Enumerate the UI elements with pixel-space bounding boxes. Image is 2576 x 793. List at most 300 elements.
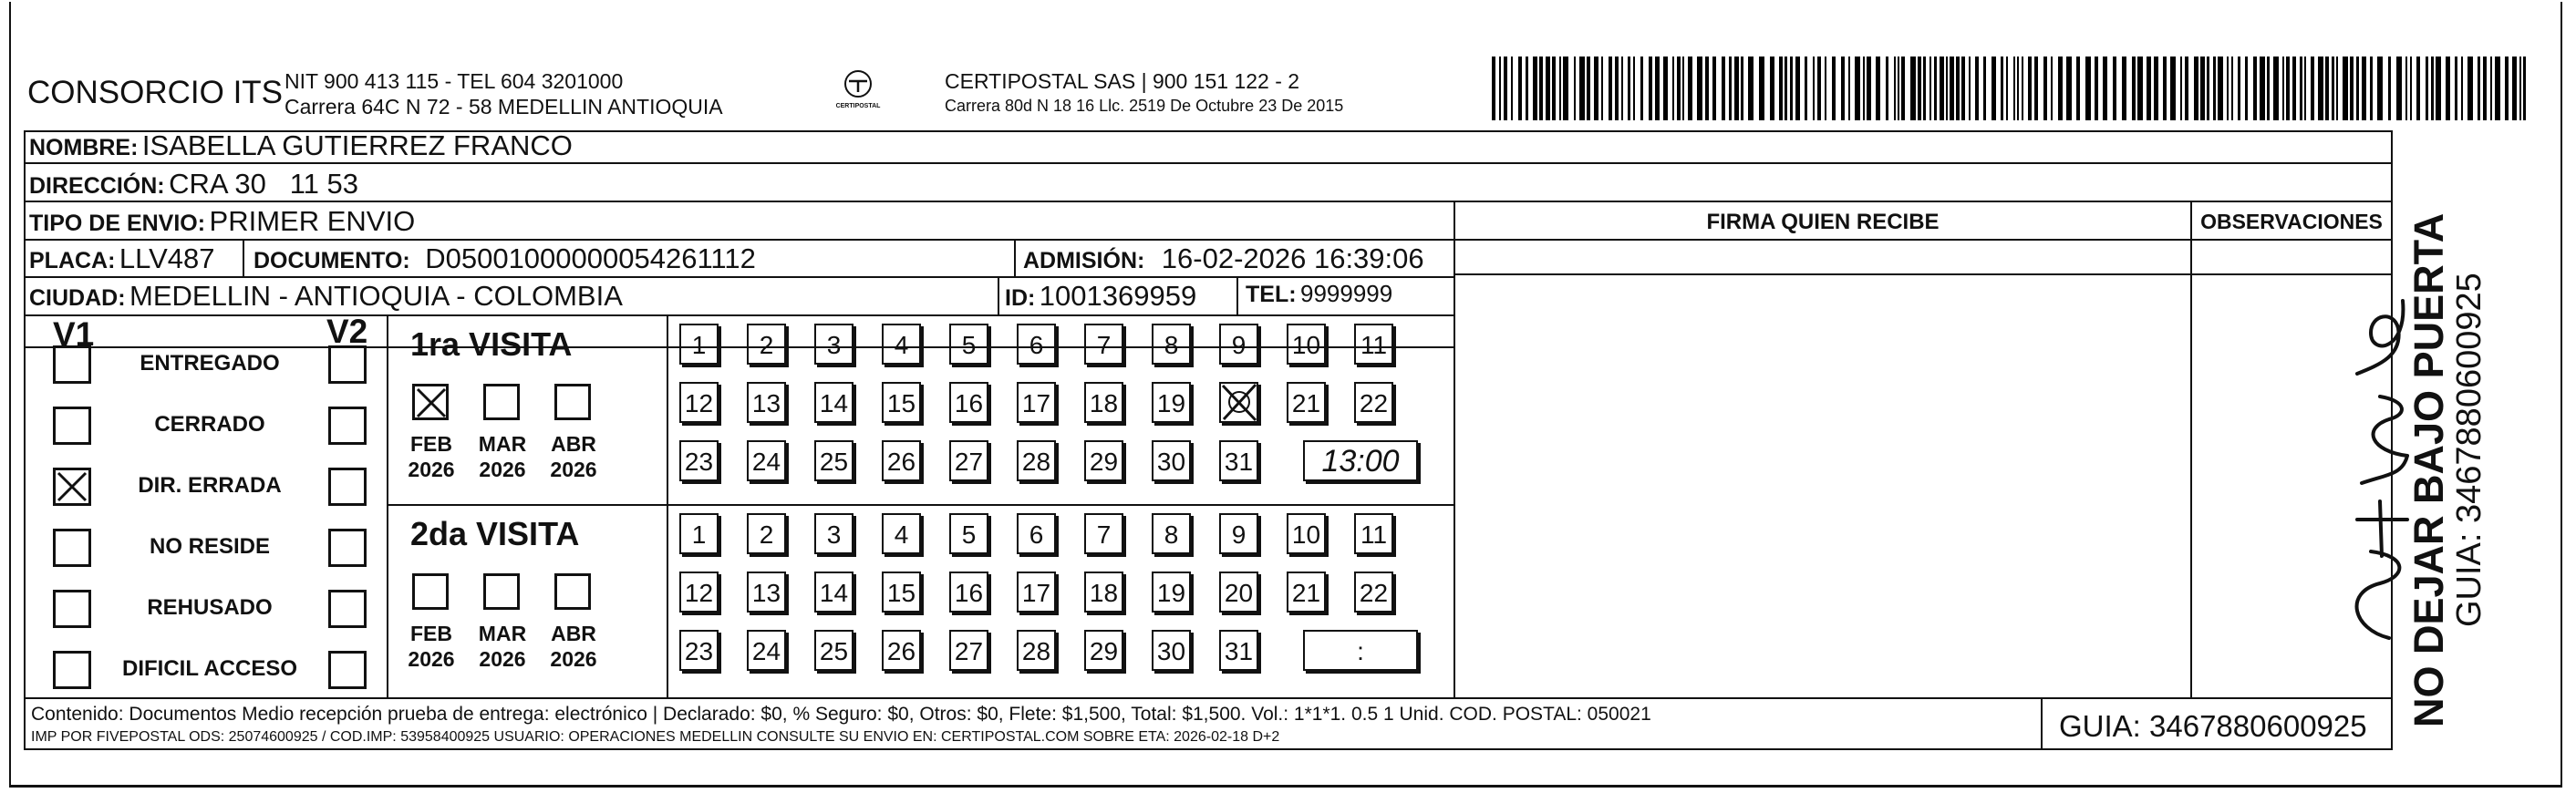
stamp-guide-text: GUIA: 3467880600925 <box>2450 273 2488 627</box>
barcode-bar <box>2095 57 2098 120</box>
barcode-bar <box>2022 57 2023 120</box>
id-row <box>1005 280 1196 313</box>
month-name: MAR <box>478 432 527 456</box>
shipment-type-row <box>29 205 415 238</box>
barcode-bar <box>2388 57 2391 120</box>
barcode-bar <box>2505 57 2509 120</box>
address-value: CRA 30 11 53 <box>169 168 359 200</box>
barcode-bar <box>2170 57 2176 120</box>
barcode-bar <box>2013 57 2015 120</box>
id-value: 1001369959 <box>1039 280 1197 312</box>
day-box[interactable]: 31 <box>1219 630 1258 671</box>
month-label <box>399 431 463 482</box>
day-box[interactable]: 23 <box>679 630 719 671</box>
barcode-bar <box>1785 57 1787 120</box>
status-option-label: REHUSADO <box>147 595 273 620</box>
logo-text: CERTIPOSTAL <box>835 103 881 109</box>
barcode-bar <box>2410 57 2412 120</box>
month-year: 2026 <box>479 458 526 481</box>
footer-line1: Contenido: Documentos Medio recepción prueba de entrega: electrónico | Declarado: $0, % Seguro: $0, Otros: $0, Flete: $1,500, Total: $1,500. Vol.: 1*1*1. 0.5 1 Unid. COD. POSTAL: 050021 <box>31 704 1651 725</box>
barcode-bar <box>1663 57 1668 120</box>
city-label: CIUDAD: <box>29 285 126 311</box>
barcode-bar <box>1741 57 1743 120</box>
barcode-bar <box>2362 57 2366 120</box>
barcode-bar <box>2200 57 2205 120</box>
barcode-bar <box>2017 57 2019 120</box>
barcode-bar <box>1813 57 1815 120</box>
barcode-bar <box>1969 57 1971 120</box>
barcode-bar <box>2207 57 2209 120</box>
barcode-bar <box>1640 57 1643 120</box>
v1-checkbox[interactable] <box>53 590 91 628</box>
month-label <box>542 431 605 482</box>
v1-checkbox[interactable] <box>53 651 91 689</box>
plate-row <box>29 242 214 275</box>
barcode-bar <box>1876 57 1880 120</box>
barcode-bar <box>2523 57 2526 120</box>
barcode-bar <box>1533 57 1537 120</box>
no-dejar-text: NO DEJAR BAJO PUERTA <box>2405 212 2452 727</box>
v1-checkbox[interactable] <box>53 407 91 445</box>
barcode-bar <box>1649 57 1652 120</box>
barcode-bar <box>2300 57 2302 120</box>
barcode-bar <box>1901 57 1905 120</box>
barcode-bar <box>1552 57 1556 120</box>
day-box[interactable]: 24 <box>747 630 786 671</box>
barcode-bar <box>2461 57 2463 120</box>
barcode-bar <box>2377 57 2383 120</box>
day-box[interactable]: 17 <box>1017 382 1056 423</box>
day-box[interactable]: 26 <box>882 440 921 481</box>
barcode-bar <box>1759 57 1764 120</box>
day-box[interactable]: 14 <box>814 382 853 423</box>
day-box[interactable]: 24 <box>747 440 786 481</box>
day-box[interactable]: 4 <box>882 324 921 365</box>
barcode-bar <box>2180 57 2182 120</box>
barcode-bar <box>2238 57 2240 120</box>
barcode-bar <box>1863 57 1865 120</box>
barcode-bar <box>1975 57 1979 120</box>
v2-label: V2 <box>326 313 368 350</box>
day-box[interactable]: 8 <box>1152 513 1191 554</box>
barcode-bar <box>2137 57 2143 120</box>
day-box[interactable]: 7 <box>1084 324 1123 365</box>
day-box[interactable]: 11 <box>1354 513 1393 554</box>
barcode-bar <box>2431 57 2434 120</box>
barcode-bar <box>2483 57 2487 120</box>
status-option-label: DIR. ERRADA <box>138 473 282 498</box>
day-box[interactable]: 10 <box>1287 324 1326 365</box>
barcode-bar <box>1539 57 1543 120</box>
hand-x-icon <box>1219 382 1258 423</box>
day-box[interactable]: 8 <box>1152 324 1191 365</box>
barcode-bar <box>1910 57 1916 120</box>
month-checkbox[interactable] <box>554 573 591 610</box>
barcode-bar <box>2058 57 2063 120</box>
day-box[interactable]: 1 <box>679 513 719 554</box>
month-year: 2026 <box>408 458 455 481</box>
month-name: ABR <box>551 432 596 456</box>
barcode-bar <box>2034 57 2038 120</box>
barcode-bar <box>2426 57 2428 120</box>
day-box[interactable]: 25 <box>814 630 853 671</box>
day-box[interactable]: 21 <box>1287 382 1326 423</box>
barcode-bar <box>2001 57 2003 120</box>
observations-header: OBSERVACIONES <box>2200 210 2383 233</box>
barcode-bar <box>2213 57 2216 120</box>
barcode-bar <box>2478 57 2480 120</box>
barcode-bar <box>1518 57 1522 120</box>
barcode-bar <box>1546 57 1550 120</box>
stamp-text <box>2396 135 2497 727</box>
barcode-bars <box>1492 57 2531 120</box>
check-mark-icon <box>415 386 448 419</box>
status-option-label: CERRADO <box>154 412 265 437</box>
barcode-bar <box>2292 57 2296 120</box>
v2-checkbox[interactable] <box>328 590 367 628</box>
month-checkbox[interactable] <box>554 384 591 420</box>
month-name: MAR <box>478 622 527 645</box>
v2-checkbox[interactable] <box>328 468 367 506</box>
barcode-bar <box>1587 57 1590 120</box>
id-label: ID: <box>1005 285 1036 311</box>
day-box[interactable]: 22 <box>1354 382 1393 423</box>
barcode-bar <box>2245 57 2248 120</box>
day-box[interactable]: 6 <box>1017 324 1056 365</box>
barcode-bar <box>1929 57 1931 120</box>
barcode-bar <box>2325 57 2329 120</box>
barcode-bar <box>1705 57 1709 120</box>
barcode-bar <box>2512 57 2517 120</box>
barcode-bar <box>1628 57 1630 120</box>
month-label <box>471 431 534 482</box>
day-box[interactable]: 23 <box>679 440 719 481</box>
barcode-bar <box>1655 57 1660 120</box>
certipostal-logo-icon <box>838 69 878 100</box>
barcode-bar <box>2253 57 2257 120</box>
v2-checkbox[interactable] <box>328 651 367 689</box>
barcode-bar <box>1779 57 1783 120</box>
admission-row <box>1023 242 1424 275</box>
day-box[interactable]: 9 <box>1219 513 1258 554</box>
barcode-bar <box>2282 57 2284 120</box>
barcode-bar <box>2085 57 2091 120</box>
city-row <box>29 280 623 313</box>
barcode-bar <box>2343 57 2348 120</box>
barcode-bar <box>2132 57 2136 120</box>
barcode-bar <box>2490 57 2492 120</box>
month-label <box>399 621 463 672</box>
day-box[interactable]: 12 <box>679 572 719 613</box>
day-box[interactable]: 22 <box>1354 572 1393 613</box>
barcode-bar <box>1946 57 1948 120</box>
day-box[interactable]: 30 <box>1152 440 1191 481</box>
tel-row <box>1246 280 1392 308</box>
barcode-bar <box>1601 57 1603 120</box>
address-row <box>29 168 358 201</box>
barcode <box>1492 57 2531 120</box>
shipment-type-value: PRIMER ENVIO <box>209 205 416 237</box>
footer-guide: GUIA: 3467880600925 <box>2059 709 2367 743</box>
barcode-bar <box>2350 57 2354 120</box>
day-box[interactable]: 15 <box>882 382 921 423</box>
month-name: FEB <box>410 622 452 645</box>
day-box[interactable]: 13 <box>747 572 786 613</box>
barcode-bar <box>1934 57 1937 120</box>
month-label <box>542 621 605 672</box>
plate-value: LLV487 <box>119 242 215 274</box>
day-box[interactable]: 9 <box>1219 324 1258 365</box>
status-option-label: ENTREGADO <box>140 351 280 376</box>
time-box[interactable]: : <box>1303 630 1418 671</box>
barcode-bar <box>1712 57 1716 120</box>
company-line2: Carrera 64C N 72 - 58 MEDELLIN ANTIOQUIA <box>284 95 723 118</box>
day-box[interactable]: 28 <box>1017 630 1056 671</box>
barcode-bar <box>1672 57 1674 120</box>
barcode-bar <box>1790 57 1793 120</box>
day-box[interactable]: 5 <box>949 324 988 365</box>
month-checkbox[interactable] <box>412 573 449 610</box>
barcode-bar <box>2495 57 2500 120</box>
status-option-label: NO RESIDE <box>149 534 271 559</box>
barcode-bar <box>2231 57 2233 120</box>
check-mark-icon <box>56 470 88 503</box>
barcode-bar <box>1855 57 1860 120</box>
barcode-bar <box>2304 57 2306 120</box>
name-value: ISABELLA GUTIERREZ FRANCO <box>141 129 573 161</box>
barcode-bar <box>1511 57 1513 120</box>
barcode-bar <box>1867 57 1871 120</box>
barcode-bar <box>2318 57 2323 120</box>
day-box[interactable]: 10 <box>1287 513 1326 554</box>
barcode-bar <box>2163 57 2167 120</box>
day-box[interactable]: 3 <box>814 513 853 554</box>
barcode-bar <box>1825 57 1826 120</box>
plate-label: PLACA: <box>29 248 116 273</box>
barcode-bar <box>1961 57 1965 120</box>
day-box[interactable]: 29 <box>1084 630 1123 671</box>
day-box[interactable]: 19 <box>1152 572 1191 613</box>
barcode-bar <box>1729 57 1732 120</box>
barcode-bar <box>1677 57 1681 120</box>
day-box[interactable]: 28 <box>1017 440 1056 481</box>
shipment-type-label: TIPO DE ENVIO: <box>29 211 206 236</box>
barcode-bar <box>1841 57 1845 120</box>
v2-checkbox[interactable] <box>328 407 367 445</box>
admission-label: ADMISIÓN: <box>1023 248 1145 273</box>
day-box[interactable]: 20 <box>1219 572 1258 613</box>
barcode-bar <box>2028 57 2032 120</box>
day-box[interactable]: 16 <box>949 382 988 423</box>
barcode-bar <box>2185 57 2188 120</box>
tel-label: TEL: <box>1246 282 1297 307</box>
barcode-bar <box>1492 57 1495 120</box>
barcode-bar <box>2336 57 2338 120</box>
barcode-bar <box>1526 57 1528 120</box>
day-box[interactable]: 17 <box>1017 572 1056 613</box>
barcode-bar <box>2218 57 2223 120</box>
month-name: ABR <box>551 622 596 645</box>
v1-checkbox[interactable] <box>53 468 91 506</box>
barcode-bar <box>2370 57 2373 120</box>
barcode-bar <box>2066 57 2072 120</box>
month-checkbox[interactable] <box>483 384 520 420</box>
barcode-bar <box>1579 57 1585 120</box>
day-cross-mark <box>1219 382 1258 427</box>
barcode-bar <box>2273 57 2279 120</box>
month-year: 2026 <box>550 647 597 671</box>
day-box[interactable]: 25 <box>814 440 853 481</box>
day-box[interactable]: 4 <box>882 513 921 554</box>
barcode-bar <box>2311 57 2314 120</box>
company-name: CONSORCIO ITS <box>27 75 284 110</box>
barcode-bar <box>1682 57 1684 120</box>
day-box[interactable]: 3 <box>814 324 853 365</box>
barcode-bar <box>1594 57 1598 120</box>
barcode-bar <box>1983 57 1986 120</box>
barcode-bar <box>2405 57 2407 120</box>
status-option-label: DIFICIL ACCESO <box>121 656 297 681</box>
barcode-bar <box>1609 57 1612 120</box>
barcode-bar <box>1688 57 1692 120</box>
barcode-bar <box>2006 57 2008 120</box>
courier-line2: Carrera 80d N 18 16 Llc. 2519 De Octubre 23 De 2015 <box>945 97 1344 115</box>
name-label: NOMBRE: <box>29 135 139 160</box>
barcode-bar <box>1918 57 1921 120</box>
day-box[interactable]: 16 <box>949 572 988 613</box>
footer-line2: IMP POR FIVEPOSTAL ODS: 25074600925 / COD.IMP: 53958400925 USUARIO: OPERACIONES MEDELLIN CONSULTE SU ENVIO EN: CERTIPOSTAL.COM SOBRE ETA: 2026-02-18 D+2 <box>31 729 1280 745</box>
barcode-bar <box>1923 57 1926 120</box>
v2-checkbox[interactable] <box>328 529 367 567</box>
barcode-bar <box>2194 57 2198 120</box>
barcode-bar <box>1950 57 1954 120</box>
month-label <box>471 621 534 672</box>
barcode-bar <box>1795 57 1800 120</box>
visit-title: 1ra VISITA <box>410 325 573 363</box>
month-checkbox[interactable] <box>483 573 520 610</box>
barcode-bar <box>2076 57 2080 120</box>
day-box[interactable]: 15 <box>882 572 921 613</box>
barcode-bar <box>1734 57 1739 120</box>
day-box[interactable]: 27 <box>949 440 988 481</box>
courier-line1: CERTIPOSTAL SAS | 900 151 122 - 2 <box>945 69 1300 93</box>
day-box[interactable]: 19 <box>1152 382 1191 423</box>
barcode-bar <box>2267 57 2270 120</box>
day-box[interactable]: 31 <box>1219 440 1258 481</box>
document-row <box>253 242 756 275</box>
barcode-bar <box>1817 57 1821 120</box>
barcode-bar <box>2227 57 2229 120</box>
barcode-bar <box>2147 57 2151 120</box>
barcode-bar <box>1499 57 1501 120</box>
v1-checkbox[interactable] <box>53 529 91 567</box>
barcode-bar <box>2356 57 2359 120</box>
signature-header: FIRMA QUIEN RECIBE <box>1706 210 1940 234</box>
barcode-bar <box>1898 57 1899 120</box>
visit-title: 2da VISITA <box>410 515 580 552</box>
day-box[interactable]: 29 <box>1084 440 1123 481</box>
observations-divider <box>2190 201 2192 697</box>
admission-value: 16-02-2026 16:39:06 <box>1161 242 1424 274</box>
barcode-bar <box>2455 57 2457 120</box>
barcode-bar <box>1722 57 1725 120</box>
day-box[interactable]: 26 <box>882 630 921 671</box>
day-box[interactable]: 21 <box>1287 572 1326 613</box>
barcode-bar <box>1894 57 1896 120</box>
barcode-bar <box>1770 57 1774 120</box>
v1-checkbox[interactable] <box>53 345 91 384</box>
v2-checkbox[interactable] <box>328 345 367 384</box>
barcode-bar <box>1991 57 1996 120</box>
day-box[interactable]: 11 <box>1354 324 1393 365</box>
barcode-bar <box>1615 57 1619 120</box>
month-year: 2026 <box>550 458 597 481</box>
day-box[interactable]: 14 <box>814 572 853 613</box>
barcode-bar <box>1621 57 1623 120</box>
day-box[interactable]: 1 <box>679 324 719 365</box>
day-box[interactable]: 27 <box>949 630 988 671</box>
barcode-bar <box>1559 57 1561 120</box>
signature-divider <box>1454 201 1455 697</box>
barcode-bar <box>2396 57 2402 120</box>
barcode-bar <box>2103 57 2107 120</box>
barcode-bar <box>2113 57 2116 120</box>
day-box[interactable]: 6 <box>1017 513 1056 554</box>
company-line1: NIT 900 413 115 - TEL 604 3201000 <box>284 69 624 93</box>
barcode-bar <box>1940 57 1944 120</box>
barcode-bar <box>1697 57 1702 120</box>
month-year: 2026 <box>479 647 526 671</box>
month-year: 2026 <box>408 647 455 671</box>
barcode-bar <box>2416 57 2420 120</box>
barcode-bar <box>1832 57 1836 120</box>
month-checkbox[interactable] <box>412 384 449 420</box>
address-label: DIRECCIÓN: <box>29 173 165 199</box>
barcode-bar <box>1956 57 1960 120</box>
barcode-bar <box>1504 57 1507 120</box>
barcode-bar <box>1848 57 1850 120</box>
tel-value: 9999999 <box>1300 280 1393 307</box>
barcode-bar <box>1886 57 1888 120</box>
day-box[interactable]: 18 <box>1084 382 1123 423</box>
barcode-bar <box>2467 57 2473 120</box>
barcode-bar <box>2286 57 2290 120</box>
barcode-bar <box>2260 57 2265 120</box>
barcode-bar <box>2051 57 2053 120</box>
day-box[interactable]: 13 <box>747 382 786 423</box>
barcode-bar <box>2436 57 2441 120</box>
day-box[interactable]: 18 <box>1084 572 1123 613</box>
barcode-bar <box>2154 57 2158 120</box>
day-box[interactable]: 12 <box>679 382 719 423</box>
day-box[interactable]: 7 <box>1084 513 1123 554</box>
barcode-bar <box>2446 57 2450 120</box>
day-box[interactable]: 5 <box>949 513 988 554</box>
day-box[interactable]: 30 <box>1152 630 1191 671</box>
day-box[interactable]: 2 <box>747 513 786 554</box>
time-box[interactable]: 13:00 <box>1303 440 1418 481</box>
barcode-bar <box>2332 57 2334 120</box>
month-name: FEB <box>410 432 452 456</box>
barcode-bar <box>1574 57 1576 120</box>
v1-label: V1 <box>53 315 95 353</box>
barcode-bar <box>1633 57 1635 120</box>
name-row <box>29 129 573 162</box>
day-box[interactable]: 2 <box>747 324 786 365</box>
city-value: MEDELLIN - ANTIOQUIA - COLOMBIA <box>129 280 623 312</box>
barcode-bar <box>2122 57 2126 120</box>
barcode-bar <box>2519 57 2521 120</box>
